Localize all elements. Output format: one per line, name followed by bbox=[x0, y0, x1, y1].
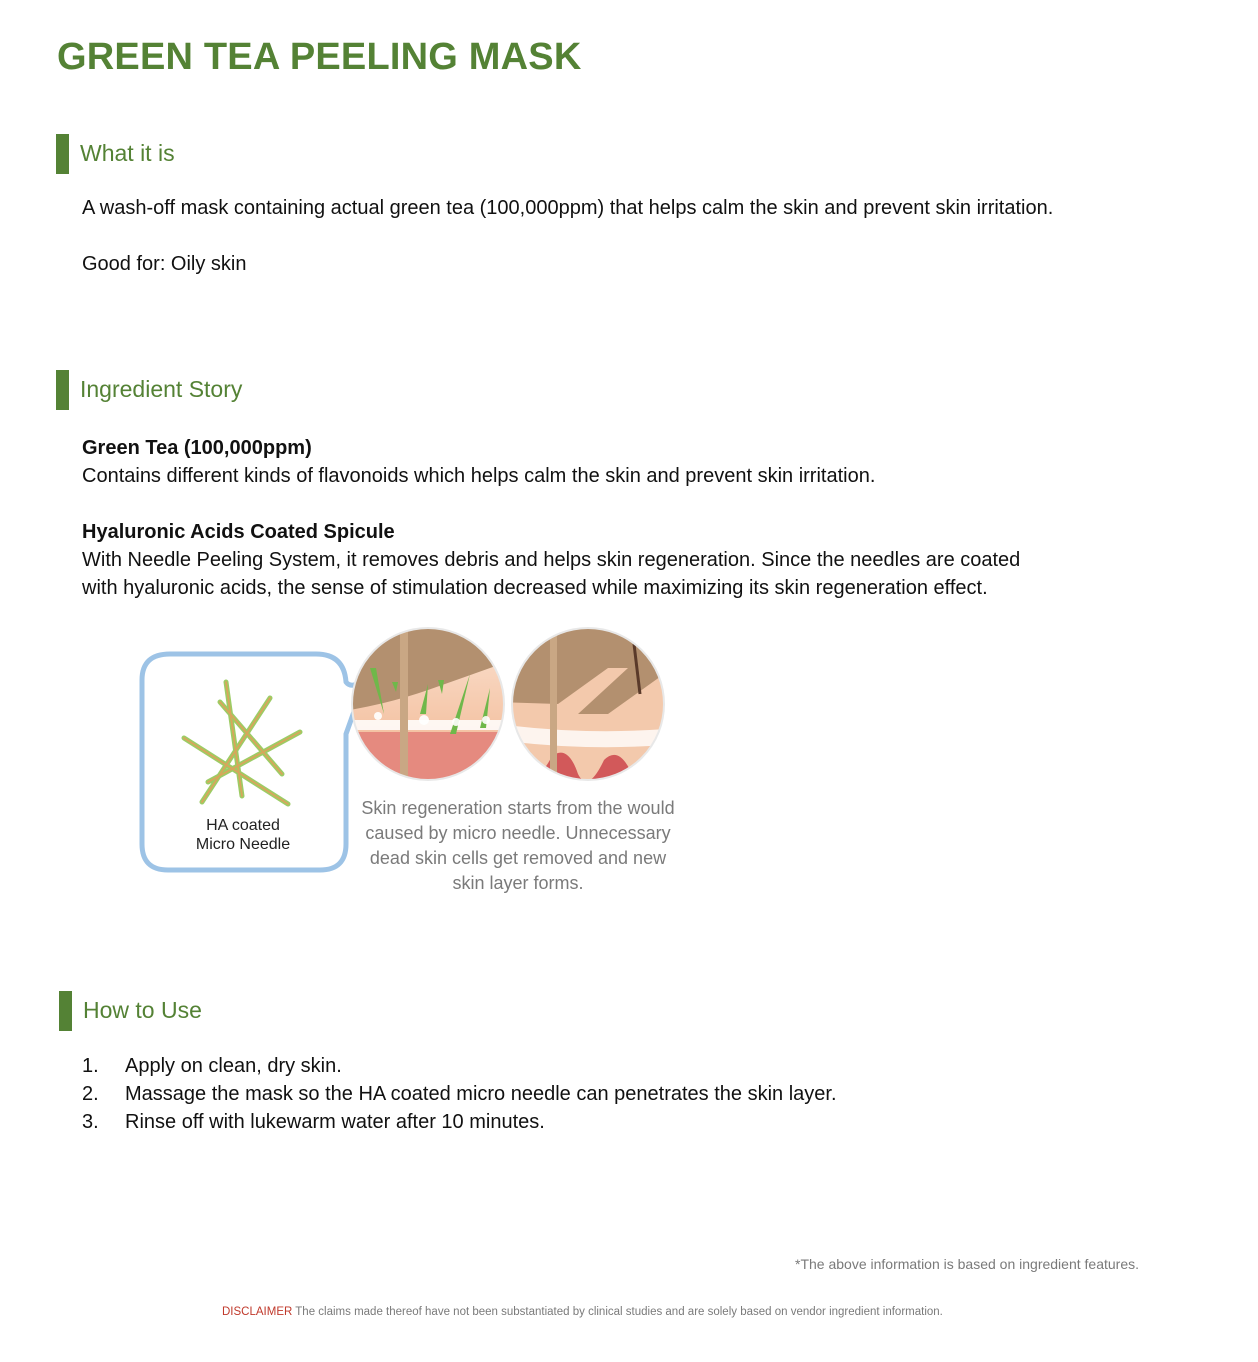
section-accent-bar bbox=[56, 370, 69, 410]
step-number: 3. bbox=[82, 1111, 99, 1133]
ingredient-name: Hyaluronic Acids Coated Spicule bbox=[82, 521, 395, 543]
skin-regeneration-icon bbox=[498, 624, 678, 794]
step-number: 1. bbox=[82, 1055, 99, 1077]
section-heading: How to Use bbox=[83, 997, 202, 1023]
section-heading: What it is bbox=[80, 140, 175, 166]
step-text: Massage the mask so the HA coated micro needle can penetrates the skin layer. bbox=[125, 1083, 837, 1105]
product-description: A wash-off mask containing actual green tea (100,000ppm) that helps calm the skin and prevent skin irritation. bbox=[82, 197, 1054, 219]
ingredient-footnote: *The above information is based on ingredient features. bbox=[795, 1256, 1139, 1272]
step-number: 2. bbox=[82, 1083, 99, 1105]
disclaimer-label: DISCLAIMER bbox=[222, 1306, 293, 1318]
skin-penetration-icon bbox=[338, 624, 518, 794]
section-accent-bar bbox=[59, 991, 72, 1031]
good-for-text: Good for: Oily skin bbox=[82, 253, 247, 275]
step-text: Rinse off with lukewarm water after 10 minutes. bbox=[125, 1111, 545, 1133]
ingredient-description: With Needle Peeling System, it removes debris and helps skin regeneration. Since the needles are coated bbox=[82, 549, 1021, 571]
page-title: GREEN TEA PEELING MASK bbox=[57, 36, 582, 78]
disclaimer-text: The claims made thereof have not been substantiated by clinical studies and are solely based on vendor ingredient information. bbox=[292, 1306, 943, 1318]
section-heading: Ingredient Story bbox=[80, 376, 243, 402]
needle-caption: HA coated Micro Needle bbox=[195, 817, 291, 853]
micro-needle-illustration bbox=[138, 624, 678, 904]
regeneration-caption: Skin regeneration starts from the would caused by micro needle. Unnecessary dead skin cells get removed and new skin layer forms. bbox=[361, 798, 675, 893]
disclaimer bbox=[222, 1306, 943, 1318]
section-accent-bar bbox=[56, 134, 69, 174]
ingredient-description: Contains different kinds of flavonoids which helps calm the skin and prevent skin irritation. bbox=[82, 465, 876, 487]
ingredient-description: with hyaluronic acids, the sense of stimulation decreased while maximizing its skin regeneration effect. bbox=[82, 577, 988, 599]
step-text: Apply on clean, dry skin. bbox=[125, 1055, 342, 1077]
ingredient-name: Green Tea (100,000ppm) bbox=[82, 437, 312, 459]
